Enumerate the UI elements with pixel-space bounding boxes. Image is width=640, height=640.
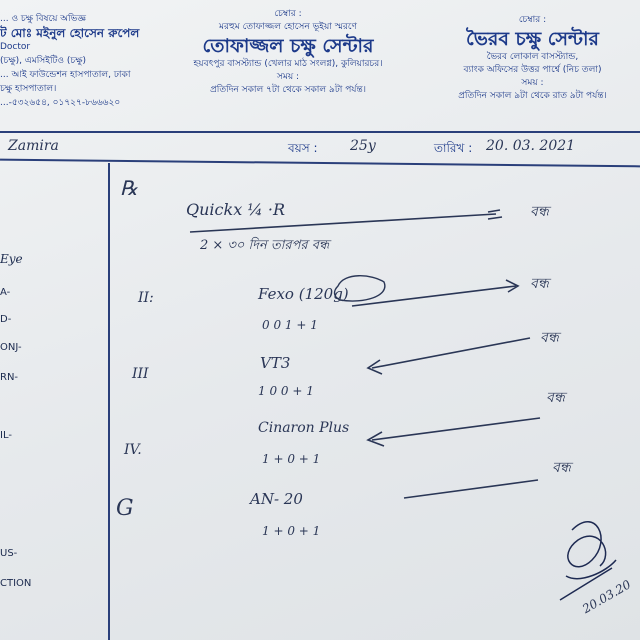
rx-symbol: ℞ [120, 176, 138, 200]
signature-date: 20.03.20 [580, 577, 634, 617]
chamber-1-address: হয়বৎপুর বাসস্ট্যান্ড (খেলার মাঠ সংলগ্ন), কুলিয়ারচর। [193, 59, 383, 69]
rx-3-mark: III [132, 366, 149, 382]
rx-5-mark: G [116, 496, 134, 521]
chamber-2-time: প্রতিদিন সকাল ৯টা থেকে রাত ৯টা পর্যন্ত। [458, 91, 607, 101]
chamber-1-time: প্রতিদিন সকাল ৭টা থেকে সকাল ৯টা পর্যন্ত। [210, 85, 366, 95]
sidebar-item: IL- [0, 430, 12, 441]
sidebar-item: CTION [0, 578, 32, 589]
patient-name: Zamira [8, 138, 59, 154]
rx-4-arrow [372, 418, 540, 440]
rx-5-arrow [404, 480, 538, 498]
rx-1-underline [190, 214, 496, 232]
rx-2-sig: বন্ধ [530, 276, 549, 292]
doctor-name: ট মোঃ মইনুল হোসেন রুপেল [0, 26, 140, 40]
rx-4-sig: বন্ধ [546, 390, 565, 406]
date-value: 20. 03. 2021 [486, 138, 576, 154]
sidebar-item: ONJ- [0, 342, 22, 353]
chamber-2-center-name: ভৈরব চক্ষু সেন্টার [466, 28, 599, 50]
sidebar-item: RN- [0, 372, 19, 383]
rx-1-equals-2 [488, 217, 502, 219]
rx-5-sig: বন্ধ [552, 460, 571, 476]
doctor-signature [560, 522, 616, 600]
rx-2-name: Fexo (120g) [258, 285, 349, 303]
doctor-specialty: ... ও চক্ষু বিষয়ে অভিজ্ঞ [0, 14, 86, 24]
doctor-phone: ...-৫৩২৬৫৪, ০১৭২৭-৮৬৬৬২০ [0, 98, 121, 108]
sidebar-item: D- [0, 314, 12, 325]
rx-4-detail: 1 + 0 + 1 [262, 452, 321, 466]
rx-4-name: Cinaron Plus [258, 420, 350, 436]
rx-2-mark: II: [138, 290, 154, 306]
chamber-1-center-name: তোফাজ্জল চক্ষু সেন্টার [202, 35, 374, 57]
rx-3-detail: 1 0 0 + 1 [258, 384, 314, 398]
rx-1-sig: বন্ধ [530, 204, 549, 220]
rx-3-name: VT3 [260, 354, 291, 372]
doctor-degree: (চক্ষু), এমসিইটিও (চক্ষু) [0, 56, 87, 66]
age-label: বয়স : [288, 141, 318, 155]
rx-2-detail: 0 0 1 + 1 [262, 318, 318, 332]
rx-1-detail: 2 × ৩০ দিন তারপর বন্ধ [200, 238, 330, 253]
chamber-2-address-1: ভৈরব লোকাল বাসস্ট্যান্ড, [486, 52, 579, 62]
dose-circle [335, 276, 385, 301]
chamber-2-label: চেম্বার : [518, 15, 547, 25]
doctor-hospital-2: চক্ষু হাসপাতাল। [0, 84, 57, 94]
sidebar-item: US- [0, 548, 18, 559]
rx-4-mark: IV. [124, 442, 142, 458]
rx-3-arrow [372, 338, 530, 368]
sidebar-item: A- [0, 287, 11, 298]
chamber-1-memorial: মরহুম তোফাজ্জল হোসেন ভূইয়া স্মরণে [219, 22, 357, 32]
rx-3-sig: বন্ধ [540, 330, 559, 346]
chamber-1-time-label: সময় : [276, 72, 300, 82]
rx-1-equals [488, 210, 500, 212]
date-label: তারিখ : [434, 141, 473, 155]
chamber-2-address-2: ব্যাংক অফিসের উত্তর পার্শ্বে (নিচ তলা) [463, 65, 602, 75]
doctor-hospital: ... আই ফাউন্ডেশন হাসপাতাল, ঢাকা [0, 70, 131, 80]
rx-5-name: AN- 20 [250, 490, 303, 508]
age-value: 25y [350, 138, 376, 154]
chamber-2-time-label: সময় : [521, 78, 544, 88]
doctor-title: Doctor [0, 42, 31, 52]
sidebar-heading: Eye [0, 252, 23, 266]
chamber-1-label: চেম্বার : [274, 9, 302, 19]
rx-5-detail: 1 + 0 + 1 [262, 524, 321, 538]
rx-1-name: Quickx ¼ ·R [186, 200, 286, 219]
